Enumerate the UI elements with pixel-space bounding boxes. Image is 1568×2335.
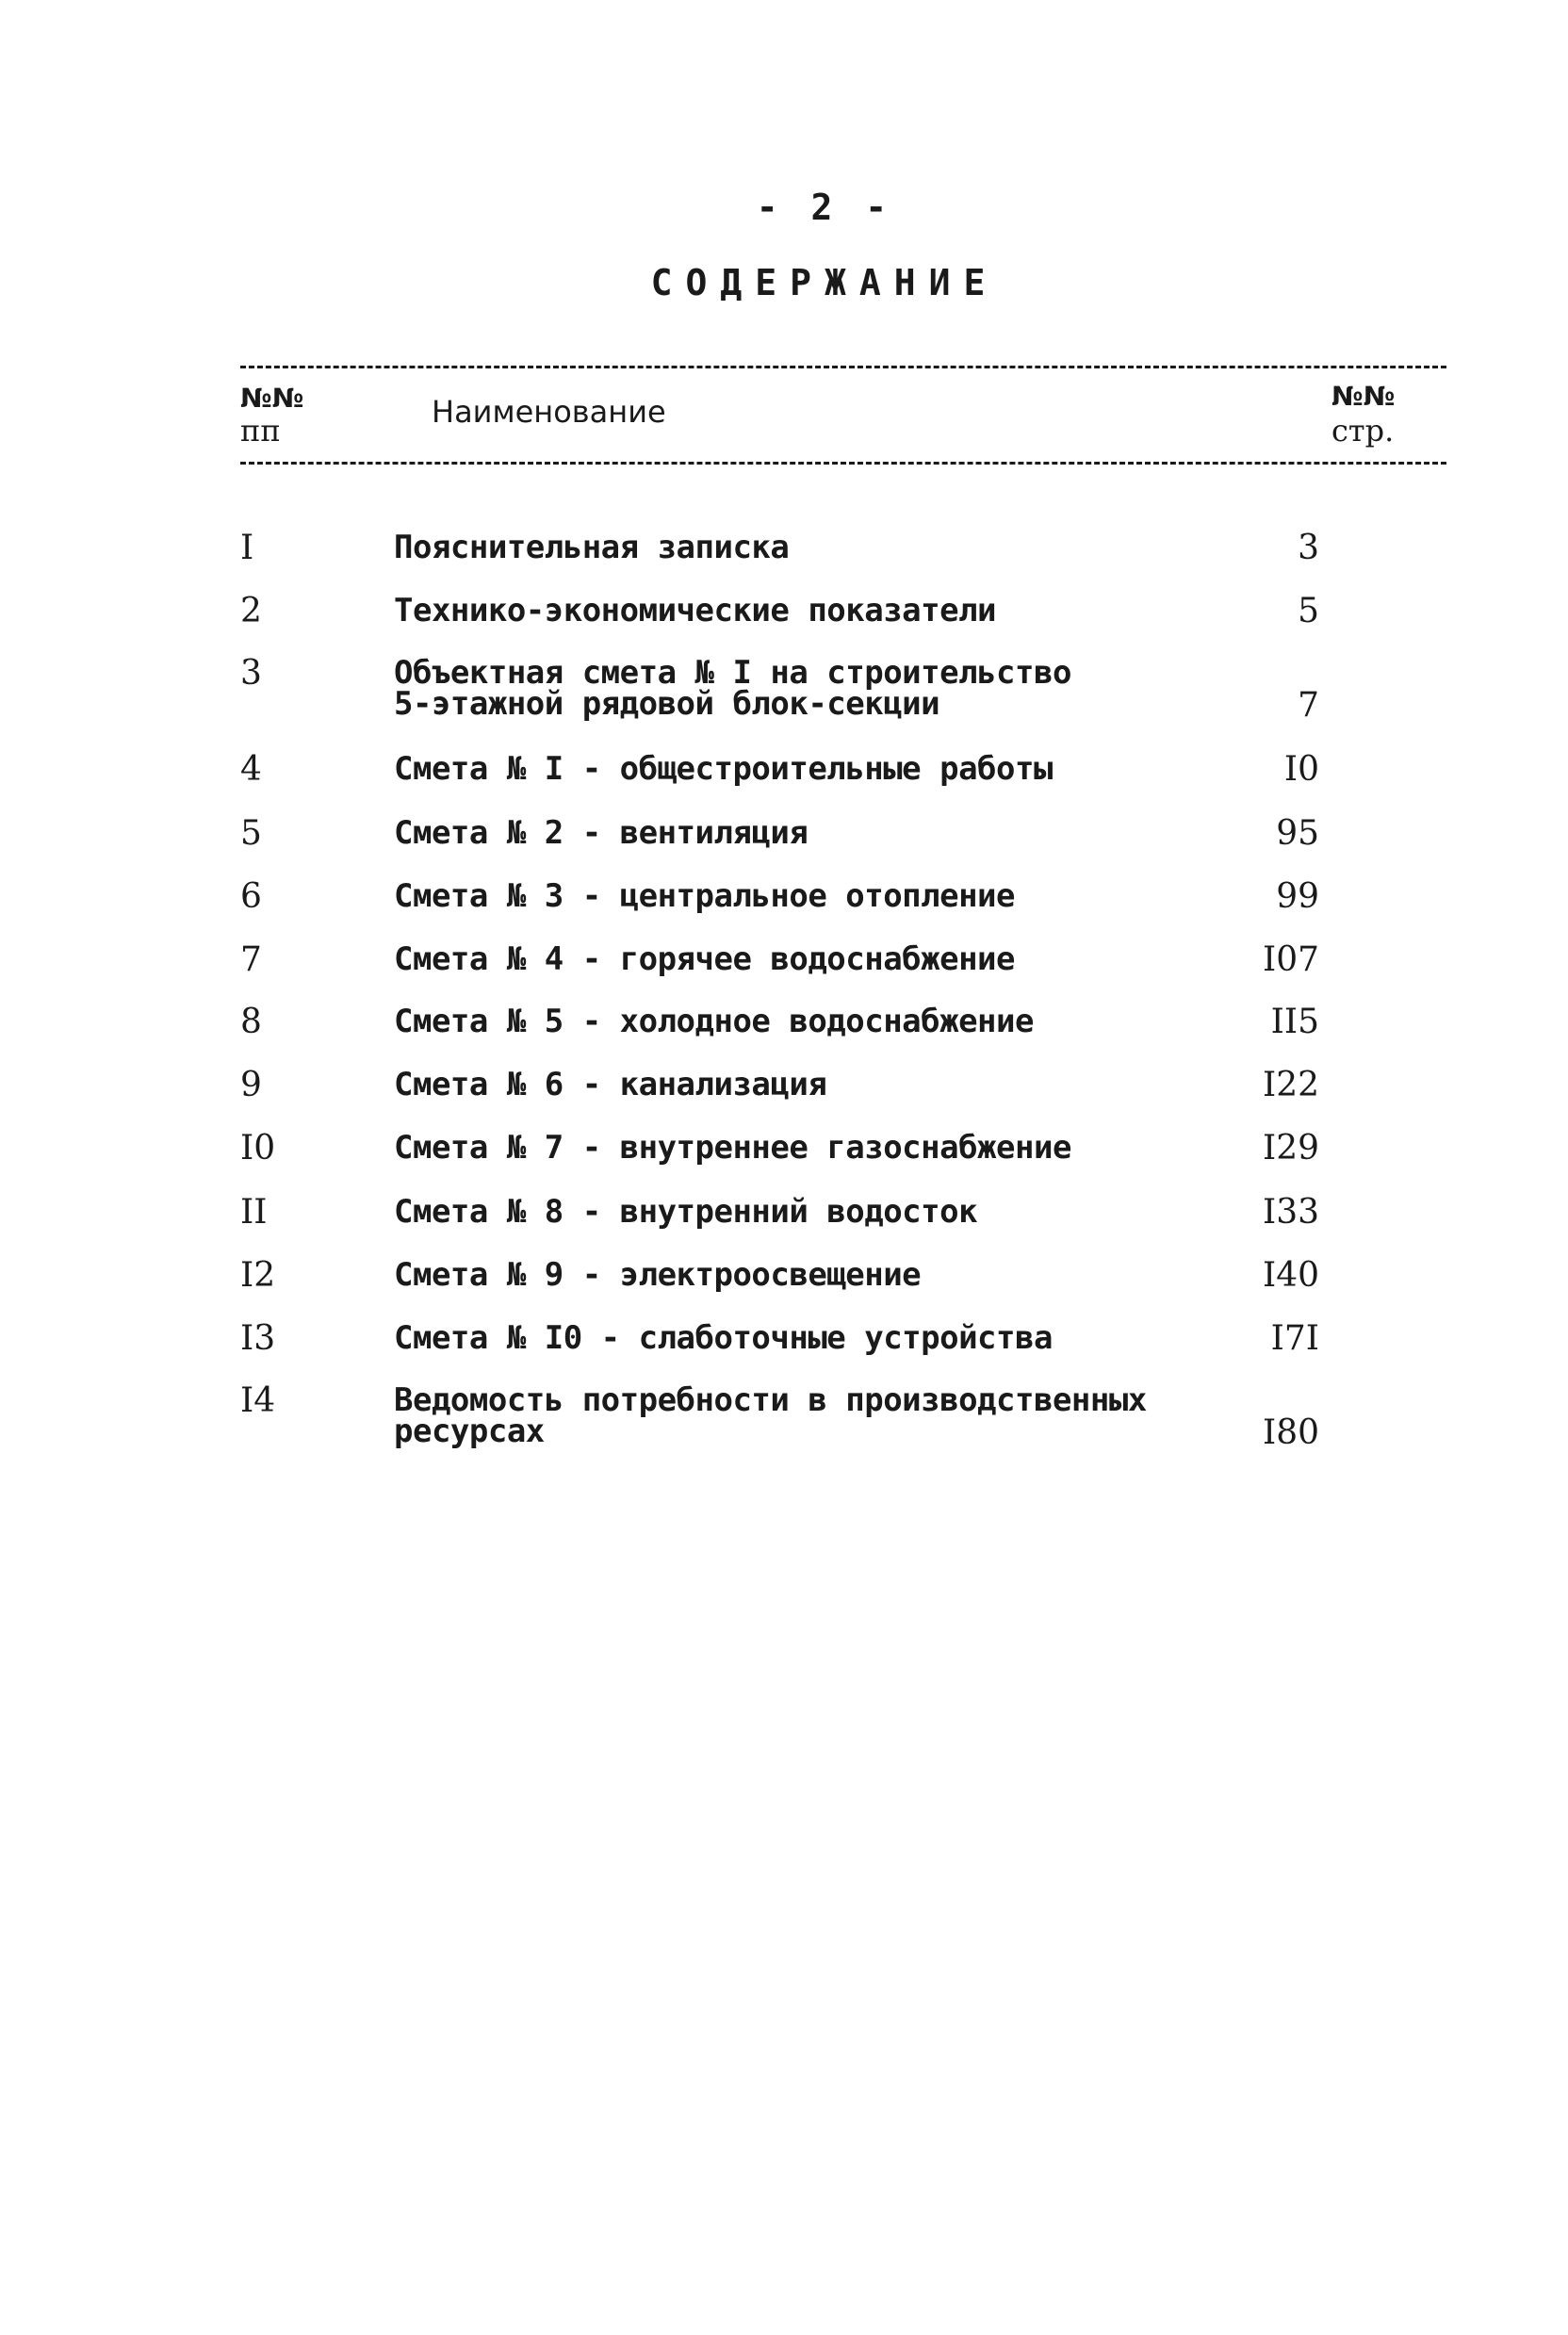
- toc-item-title: Смета № 2 - вентиляция: [394, 814, 808, 852]
- toc-item-title: Смета № I0 - слаботочные устройства: [394, 1319, 1053, 1357]
- toc-item-number: 2: [240, 592, 262, 630]
- toc-item-title: Технико-экономические показатели: [394, 592, 997, 629]
- toc-item-page: I7I: [1270, 1319, 1319, 1358]
- toc-item-page: 7: [1298, 686, 1319, 725]
- toc-item-title: Смета № 3 - центральное отопление: [394, 877, 1016, 915]
- toc-item-number: I4: [240, 1381, 276, 1420]
- toc-item-page: 95: [1276, 814, 1319, 853]
- toc-item-title: Пояснительная записка: [394, 529, 790, 566]
- toc-item-number: I2: [240, 1256, 276, 1295]
- toc-item-page: 5: [1298, 592, 1319, 630]
- toc-item-title: Ведомость потребности в производственных ресурсах: [394, 1381, 1147, 1450]
- header-number-label: №№: [240, 383, 304, 414]
- page-number: - 2 -: [756, 187, 893, 228]
- toc-item-number: 8: [240, 1003, 262, 1041]
- header-name-label: Наименование: [432, 394, 666, 430]
- toc-item-title: Смета № 9 - электроосвещение: [394, 1256, 922, 1294]
- toc-item-page: II5: [1270, 1003, 1319, 1041]
- toc-item-title: Смета № 7 - внутреннее газоснабжение: [394, 1129, 1071, 1167]
- page-title: СОДЕРЖАНИЕ: [650, 262, 999, 303]
- toc-item-number: I0: [240, 1129, 276, 1168]
- toc-item-page: I40: [1262, 1256, 1319, 1295]
- toc-item-number: I: [240, 529, 254, 567]
- toc-item-page: I80: [1262, 1413, 1319, 1452]
- toc-item-title: Смета № 6 - канализация: [394, 1066, 827, 1103]
- toc-item-page: I22: [1262, 1066, 1319, 1104]
- toc-item-page: 99: [1276, 877, 1319, 916]
- toc-item-title: Смета № 4 - горячее водоснабжение: [394, 940, 1016, 978]
- toc-item-number: II: [240, 1193, 268, 1232]
- header-page-label: №№: [1331, 381, 1396, 412]
- toc-item-number: 4: [240, 750, 262, 789]
- header-page-sublabel: стр.: [1331, 413, 1395, 449]
- table-rule-bottom: [240, 462, 1446, 465]
- header-number-sublabel: пп: [240, 413, 281, 449]
- toc-item-title: Смета № 5 - холодное водоснабжение: [394, 1003, 1034, 1040]
- toc-item-page: I29: [1262, 1129, 1319, 1168]
- toc-item-page: I0: [1283, 750, 1319, 789]
- table-rule-top: [240, 366, 1446, 368]
- toc-item-number: 9: [240, 1066, 262, 1104]
- toc-item-number: I3: [240, 1319, 276, 1358]
- toc-item-number: 6: [240, 877, 262, 916]
- toc-item-number: 3: [240, 654, 262, 693]
- toc-item-page: 3: [1298, 529, 1319, 567]
- toc-item-page: I07: [1262, 940, 1319, 979]
- toc-item-page: I33: [1262, 1193, 1319, 1232]
- toc-item-title: Смета № 8 - внутренний водосток: [394, 1193, 978, 1231]
- toc-item-number: 5: [240, 814, 262, 853]
- toc-item-title: Объектная смета № I на строительство 5-этажной рядовой блок-секции: [394, 654, 1071, 723]
- toc-item-number: 7: [240, 940, 262, 979]
- toc-item-title: Смета № I - общестроительные работы: [394, 750, 1053, 788]
